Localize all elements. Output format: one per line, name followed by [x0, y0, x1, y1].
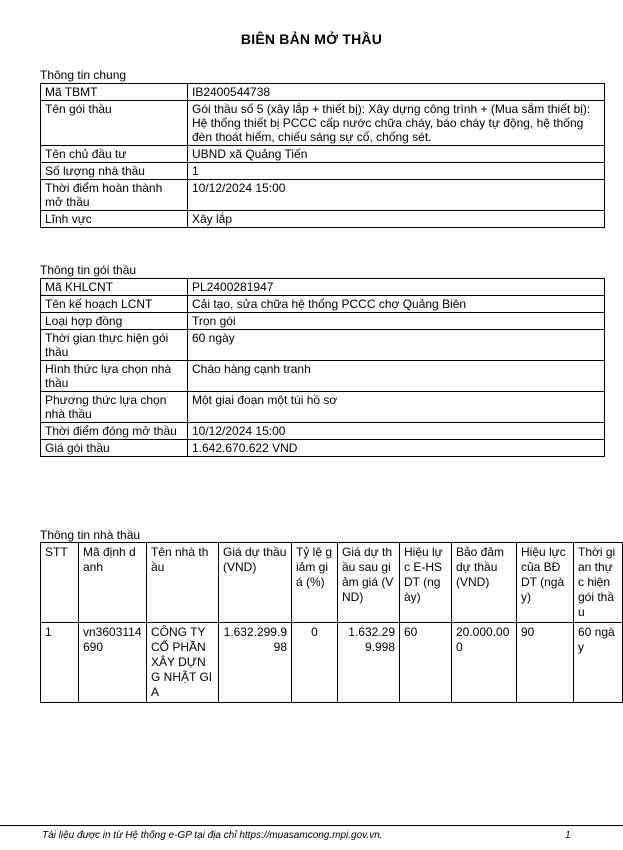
table-row: [41, 296, 605, 313]
cell-guarantee-validity: 90: [517, 623, 574, 703]
contractor-table: [40, 542, 623, 703]
table-row: [41, 361, 605, 392]
general-section-heading: Thông tin chung: [40, 68, 127, 82]
field-label: Tên chủ đầu tư: [41, 146, 188, 163]
field-value: Một giai đoạn một túi hồ sơ: [188, 392, 605, 423]
page-number: 1: [565, 830, 571, 841]
column-header: Giá dự thầu sau giảm giá (VND): [338, 543, 400, 623]
field-label: Tên gói thầu: [41, 101, 188, 146]
column-header: Hiệu lực E-HSDT (ngày): [400, 543, 452, 623]
cell-guarantee: 20.000.000: [452, 623, 517, 703]
cell-stt: 1: [41, 623, 79, 703]
table-row: [41, 101, 605, 146]
column-header: Thời gian thực hiện gói thầu: [574, 543, 623, 623]
field-value: IB2400544738: [188, 84, 605, 101]
column-header: Tỷ lệ giảm giá (%): [292, 543, 338, 623]
column-header: Bảo đảm dự thầu (VND): [452, 543, 517, 623]
column-header: Mã định danh: [79, 543, 147, 623]
field-value: 10/12/2024 15:00: [188, 423, 605, 440]
table-row: [41, 313, 605, 330]
table-row: [41, 84, 605, 101]
field-value: Cải tạo, sửa chữa hệ thống PCCC chợ Quảng Biên: [188, 296, 605, 313]
table-row: [41, 180, 605, 211]
cell-name: CÔNG TY CỔ PHẦN XÂY DỰNG NHẬT GIA: [147, 623, 219, 703]
field-value: 10/12/2024 15:00: [188, 180, 605, 211]
field-label: Phương thức lựa chọn nhà thầu: [41, 392, 188, 423]
footer-divider: [0, 825, 623, 826]
table-row: [41, 211, 605, 228]
field-label: Tên kế hoạch LCNT: [41, 296, 188, 313]
field-value: UBND xã Quảng Tiến: [188, 146, 605, 163]
table-header-row: [41, 543, 623, 623]
table-row: [41, 163, 605, 180]
field-value: Xây lắp: [188, 211, 605, 228]
table-row: [41, 146, 605, 163]
cell-validity: 60: [400, 623, 452, 703]
column-header: Giá dự thầu (VND): [219, 543, 292, 623]
field-label: Hình thức lựa chọn nhà thầu: [41, 361, 188, 392]
field-label: Thời điểm hoàn thành mở thầu: [41, 180, 188, 211]
field-label: Số lượng nhà thầu: [41, 163, 188, 180]
package-info-table: [40, 278, 605, 457]
field-label: Loại hợp đồng: [41, 313, 188, 330]
cell-price-after: 1.632.299.998: [338, 623, 400, 703]
field-label: Giá gói thầu: [41, 440, 188, 457]
cell-bid-price: 1.632.299.998: [219, 623, 292, 703]
column-header: Hiệu lực của BĐ DT (ngày): [517, 543, 574, 623]
field-value: PL2400281947: [188, 279, 605, 296]
field-value: 60 ngày: [188, 330, 605, 361]
field-label: Thời điểm đóng mở thầu: [41, 423, 188, 440]
package-section-heading: Thông tin gói thầu: [40, 263, 137, 277]
field-value: Gói thầu số 5 (xây lắp + thiết bị): Xây dựng công trình + (Mua sắm thiết bị): Hệ thống thiết bị PCCC cấp nước chữa cháy, báo cháy tự động, hệ thống đèn thoát hiểm, chiếu sáng sự cố, chống sét.: [188, 101, 605, 146]
table-row: [41, 440, 605, 457]
cell-discount: 0: [292, 623, 338, 703]
document-title: BIÊN BẢN MỞ THẦU: [240, 31, 383, 47]
cell-code: vn3603114690: [79, 623, 147, 703]
field-value: 1: [188, 163, 605, 180]
field-value: Trọn gói: [188, 313, 605, 330]
table-row: [41, 623, 623, 703]
table-row: [41, 423, 605, 440]
footer-text: Tài liệu được in từ Hệ thống e-GP tại địa chỉ https://muasamcong.mpi.gov.vn.: [42, 830, 383, 841]
table-row: [41, 330, 605, 361]
table-row: [41, 392, 605, 423]
field-label: Mã TBMT: [41, 84, 188, 101]
field-label: Mã KHLCNT: [41, 279, 188, 296]
field-label: Thời gian thực hiện gói thầu: [41, 330, 188, 361]
table-row: [41, 279, 605, 296]
cell-duration: 60 ngày: [574, 623, 623, 703]
contractor-section-heading: Thông tin nhà thầu: [40, 528, 141, 542]
general-info-table: [40, 83, 605, 228]
column-header: Tên nhà thầu: [147, 543, 219, 623]
column-header: STT: [41, 543, 79, 623]
field-value: Chào hàng cạnh tranh: [188, 361, 605, 392]
field-value: 1.642.670.622 VND: [188, 440, 605, 457]
field-label: Lĩnh vực: [41, 211, 188, 228]
